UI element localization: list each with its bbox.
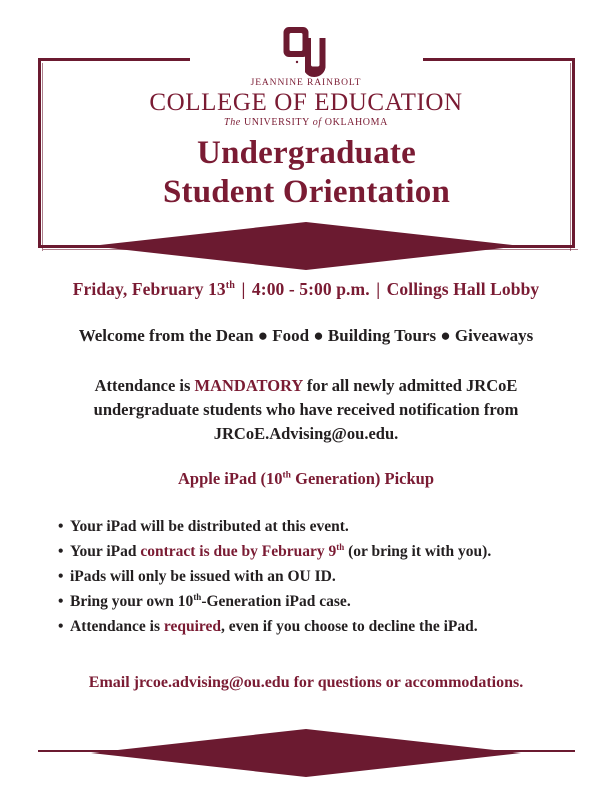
bullet-marker-icon: • [58, 618, 64, 635]
event-details-line [0, 278, 612, 300]
ou-logo-container [0, 26, 612, 78]
bottom-diamond-ornament [91, 728, 521, 778]
ipad-pickup-heading [0, 468, 612, 490]
mandatory-text-part-2: for all newly admitted JRCoE undergraduate students who have received notification from JRCoE.Advising@ou.edu. [93, 376, 519, 443]
diamond-shape-icon [91, 221, 521, 271]
ipad-heading-part-1: Apple iPad (10 [177, 469, 283, 488]
contact-email-line: Email jrcoe.advising@ou.edu for questions or accommodations. [88, 674, 524, 691]
detail-separator-1: | [241, 279, 246, 299]
title-line-1: Undergraduate [197, 135, 416, 171]
event-highlights-line: Welcome from the Dean ● Food ● Building Tours ● Giveaways [78, 326, 534, 345]
event-date-ordinal: th [225, 280, 235, 292]
event-time: 4:00 - 5:00 p.m. [251, 279, 370, 299]
mandatory-text-part-1: Attendance is [94, 376, 195, 395]
bullet-marker-icon: • [58, 543, 64, 560]
page-title [38, 134, 575, 212]
ipad-heading-part-2: Generation) Pickup [291, 469, 435, 488]
list-item-text: Attendance is [70, 618, 164, 635]
list-item-text: (or bring it with you). [344, 543, 492, 560]
wordmark-line-college-of-education: COLLEGE OF EDUCATION [149, 89, 463, 116]
list-item [0, 589, 612, 614]
wordmark-line-jeannine-rainbolt: JEANNINE RAINBOLT [250, 78, 362, 88]
event-date: Friday, February 13 [72, 279, 226, 299]
list-item [0, 564, 612, 589]
mandatory-emphasis: MANDATORY [194, 376, 303, 395]
list-item-text: Bring your own 10 [70, 593, 194, 610]
wordmark-the: The [224, 117, 241, 128]
list-item [0, 539, 612, 564]
mandatory-attendance-paragraph [0, 374, 612, 446]
ipad-heading-ordinal: th [282, 469, 292, 481]
college-wordmark [0, 78, 612, 129]
wordmark-of: of [312, 117, 322, 128]
list-item-text: contract is due by February 9 [140, 543, 337, 560]
diamond-shape-icon [91, 728, 521, 778]
wordmark-line-university-of-oklahoma [0, 116, 612, 129]
list-item [0, 514, 612, 539]
wordmark-university: UNIVERSITY [243, 117, 310, 128]
list-item-text: th [336, 541, 345, 552]
list-item-text: Your iPad will be distributed at this event. [70, 518, 349, 535]
bullet-marker-icon: • [58, 593, 64, 610]
detail-separator-2: | [376, 279, 381, 299]
list-item-text: Your iPad [70, 543, 141, 560]
wordmark-oklahoma: OKLAHOMA [324, 117, 388, 128]
ou-interlocking-logo-icon [283, 26, 329, 78]
list-item-text: , even if you choose to decline the iPad. [221, 618, 478, 635]
ipad-bullet-list [0, 514, 612, 639]
list-item [0, 614, 612, 639]
flyer-body [0, 278, 612, 694]
top-diamond-ornament [91, 221, 521, 271]
list-item-text: iPads will only be issued with an OU ID. [70, 568, 336, 585]
bullet-marker-icon: • [58, 568, 64, 585]
bullet-marker-icon: • [58, 518, 64, 535]
list-item-text: th [193, 591, 202, 602]
list-item-text: -Generation iPad case. [201, 593, 351, 610]
title-line-2: Student Orientation [162, 174, 451, 210]
event-location: Collings Hall Lobby [386, 279, 540, 299]
list-item-text: required [163, 618, 221, 635]
